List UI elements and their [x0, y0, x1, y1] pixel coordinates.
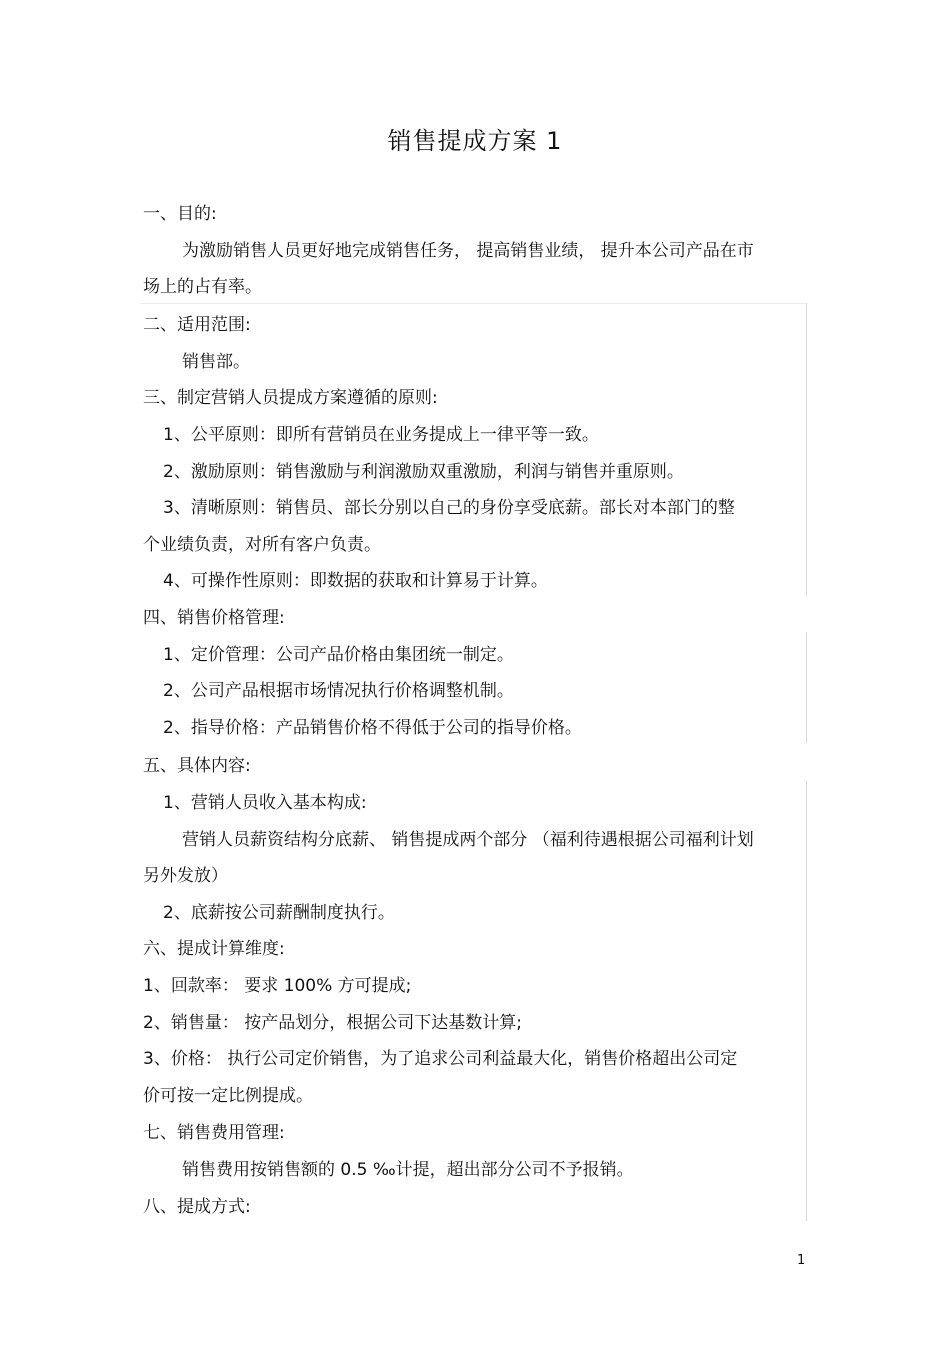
table-border-right [806, 781, 807, 1221]
paragraph-line: 场上的占有率。 [143, 277, 262, 297]
paragraph-line: 价可按一定比例提成。 [143, 1086, 313, 1106]
table-border-right [806, 632, 807, 743]
section-heading: 二、适用范围: [143, 315, 251, 335]
section-heading: 八、提成方式: [143, 1197, 251, 1217]
list-item: 4、可操作性原则：即数据的获取和计算易于计算。 [163, 571, 548, 591]
list-item: 1、公平原则：即所有营销员在业务提成上一律平等一致。 [163, 425, 599, 445]
list-item: 1、营销人员收入基本构成: [163, 793, 367, 813]
section-heading: 七、销售费用管理: [143, 1123, 285, 1143]
page-number: 1 [797, 1253, 806, 1268]
paragraph-line: 营销人员薪资结构分底薪、 销售提成两个部分 （福利待遇根据公司福利计划 [182, 830, 754, 850]
list-item: 2、底薪按公司薪酬制度执行。 [163, 903, 395, 923]
table-border-right [806, 303, 807, 596]
list-item: 2、指导价格：产品销售价格不得低于公司的指导价格。 [163, 718, 582, 738]
paragraph-line: 销售部。 [182, 352, 250, 372]
paragraph-line: 个业绩负责，对所有客户负责。 [143, 535, 381, 555]
list-item: 3、价格： 执行公司定价销售，为了追求公司利益最大化，销售价格超出公司定 [143, 1049, 738, 1069]
paragraph-line: 为激励销售人员更好地完成销售任务， 提高销售业绩， 提升本公司产品在市 [182, 241, 754, 261]
document-title: 销售提成方案 1 [387, 127, 563, 155]
list-item: 1、回款率： 要求 100% 方可提成; [143, 976, 412, 996]
list-item: 1、定价管理：公司产品价格由集团统一制定。 [163, 645, 514, 665]
list-item: 2、激励原则：销售激励与利润激励双重激励，利润与销售并重原则。 [163, 462, 684, 482]
section-heading: 三、制定营销人员提成方案遵循的原则: [143, 388, 438, 408]
paragraph-line: 另外发放） [143, 866, 228, 886]
section-heading: 四、销售价格管理: [143, 608, 285, 628]
section-heading: 一、目的: [143, 204, 217, 224]
list-item: 3、清晰原则：销售员、部长分别以自己的身份享受底薪。部长对本部门的整 [163, 498, 735, 518]
table-border-top [140, 303, 807, 304]
paragraph-line: 销售费用按销售额的 0.5 ‰计提，超出部分公司不予报销。 [182, 1160, 634, 1180]
section-heading: 六、提成计算维度: [143, 939, 285, 959]
list-item: 2、销售量： 按产品划分，根据公司下达基数计算; [143, 1013, 522, 1033]
list-item: 2、公司产品根据市场情况执行价格调整机制。 [163, 681, 514, 701]
section-heading: 五、具体内容: [143, 756, 251, 776]
